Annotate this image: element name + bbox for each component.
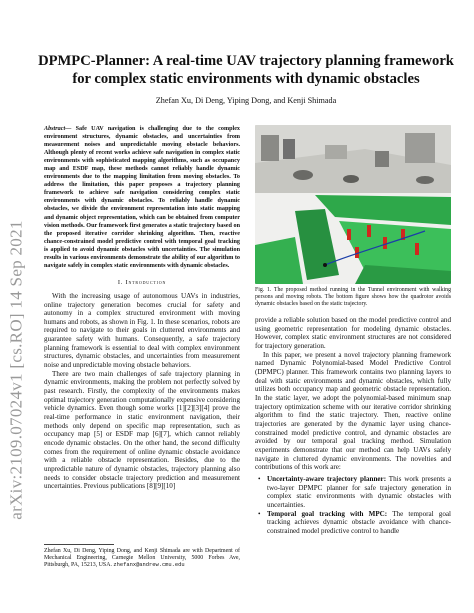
contribution-text: This work presents a two-layer DPMPC planner for safe trajectory generation in complex static environments with dynamic obstacles with uncertainties.: [267, 474, 451, 509]
section-heading-introduction: I. Introduction: [117, 278, 167, 286]
author-footnote: [44, 548, 240, 569]
contribution-head: Uncertainty-aware trajectory planner:: [267, 474, 387, 483]
footnote-rule: [44, 544, 114, 545]
figure-1-bottom-panel: [255, 193, 451, 284]
figure-1-tunnel-simulation: [255, 125, 451, 284]
contribution-head: Temporal goal tracking with MPC:: [267, 509, 388, 518]
figure-1-top-panel: [255, 125, 451, 193]
paper-title: DPMPC-Planner: A real-time UAV trajectory planning framework for complex static environments with dynamic obstacles: [38, 53, 454, 87]
intro-paragraph-2: There are two main challenges of safe trajectory planning in dynamic environments, making the problem not perfectly solved by past research. Firstly, the complexity of the environments makes optimal trajectory generation computationally expensive considering vehicle dynamics. Even though some works [1][2][3][4] prove the real-time performance in static environment navigation, their methods only depend on specific map representation, such as occupancy map [5] or ESDF map [6][7], which cannot reliably encode dynamic obstacles. On the other hand, the second difficulty comes from the requirement of online dynamic obstacle avoidance with a reliable obstacle representation. Besides, due to the unpredictable nature of dynamic obstacles, trajectory planning also needs to consider obstacle trajectory prediction and measurement uncertainties. Previous publications [8][9][10]: [44, 369, 240, 491]
abstract: [44, 125, 240, 270]
arxiv-identifier: arXiv:2109.07024v1 [cs.RO] 14 Sep 2021: [7, 220, 26, 520]
author-list: Zhefan Xu, Di Deng, Yiping Dong, and Kenji Shimada: [155, 96, 337, 105]
contribution-item: [255, 475, 451, 510]
contribution-text: The temporal goal tracking achieves dynamic obstacle avoidance with chance-constrained model predictive control to handle: [267, 509, 451, 535]
right-column-text: [255, 316, 451, 535]
intro-paragraph-1: With the increasing usage of autonomous UAVs in industries, online trajectory generation becomes crucial for safety and autonomy in a complex structured environment with moving humans and robots, as shown in Fig. 1. In these scenarios, robots are required to navigate to their goals in cluttered environments and guarantee safety with humans. Consequently, a safe trajectory planning framework is essential to deal with complex environment structures, dynamic obstacles, and uncertainties from measurement noise and unpredictable moving obstacle behaviors.: [44, 291, 240, 370]
footnote-email: zhefanx@andrew.cmu.edu: [113, 562, 185, 568]
figure-1-image: [255, 125, 451, 284]
footnote-affiliation: Zhefan Xu, Di Deng, Yiping Dong, and Kenji Shimada are with Department of Mechanical Engineering, Carnegie Mellon University, 5000 Forbes Ave, Pittsburgh, PA, 15213, USA.: [44, 548, 240, 568]
figure-1-caption: Fig. 1. The proposed method running in the Tunnel environment with walking persons and moving robots. The bottom figure shows how the quadrotor avoids dynamic obstacles based on the static trajectory.: [255, 287, 451, 308]
right-paragraph-2: In this paper, we present a novel trajectory planning framework named Dynamic Polynomial-based Model Predictive Control (DPMPC) planner. This framework contains two planning layers to deal with static environments and dynamic obstacles, which fully utilizes both occupancy map and geometric obstacle representation. In the static layer, we adopt the polynomial-based minimum snap trajectory optimization scheme with our iterative corridor shrinking algorithm to find the static trajectory. Then, reactive online trajectories are generated by the dynamic layer using chance-constrained model predictive control, and dynamic obstacles are avoided by our temporal goal tracking method. Simulation experiments demonstrate that our method can help UAVs safely navigate in cluttered dynamic environments. The novelties and contributions of this work are:: [255, 350, 451, 472]
abstract-lead: Abstract: [44, 126, 66, 132]
right-column: [255, 125, 451, 536]
bullet-marker: •: [258, 474, 261, 483]
bullet-marker: •: [258, 509, 261, 518]
right-paragraph-1: provide a reliable solution based on the model predictive control and using geometric representation for modeling dynamic obstacles. However, complex static environment structures are not considered for trajectory generation.: [255, 316, 451, 351]
contributions-list: [255, 475, 451, 536]
arxiv-identifier-margin: [2, 150, 32, 590]
left-column: [44, 125, 240, 491]
contribution-item: [255, 510, 451, 536]
abstract-text: — Safe UAV navigation is challenging due to the complex environment structures, dynamic obstacles, and uncertainties from measurement noises and unpredictable moving obstacle behaviors. Although plenty of recent works achieve safe navigation in complex static environments with sophisticated mapping algorithms, such as occupancy map and ESDF map, these methods cannot reliably handle dynamic environments due to the mapping limitation from moving obstacles. To address the limitation, this paper proposes a trajectory planning framework to achieve safe navigation considering complex static environments with dynamic obstacles. To reliably handle dynamic obstacles, we divide the environment representation into static mapping and dynamic object representation, which can be obtained from computer vision methods. Our framework first generates a static trajectory based on the proposed iterative corridor shrinking algorithm. Then, reactive chance-constrained model predictive control with temporal goal tracking is applied to avoid dynamic obstacles with uncertainties. The simulation results in various environments demonstrate the ability of our algorithm to navigate safely in complex static environments with dynamic obstacles.: [44, 126, 240, 269]
